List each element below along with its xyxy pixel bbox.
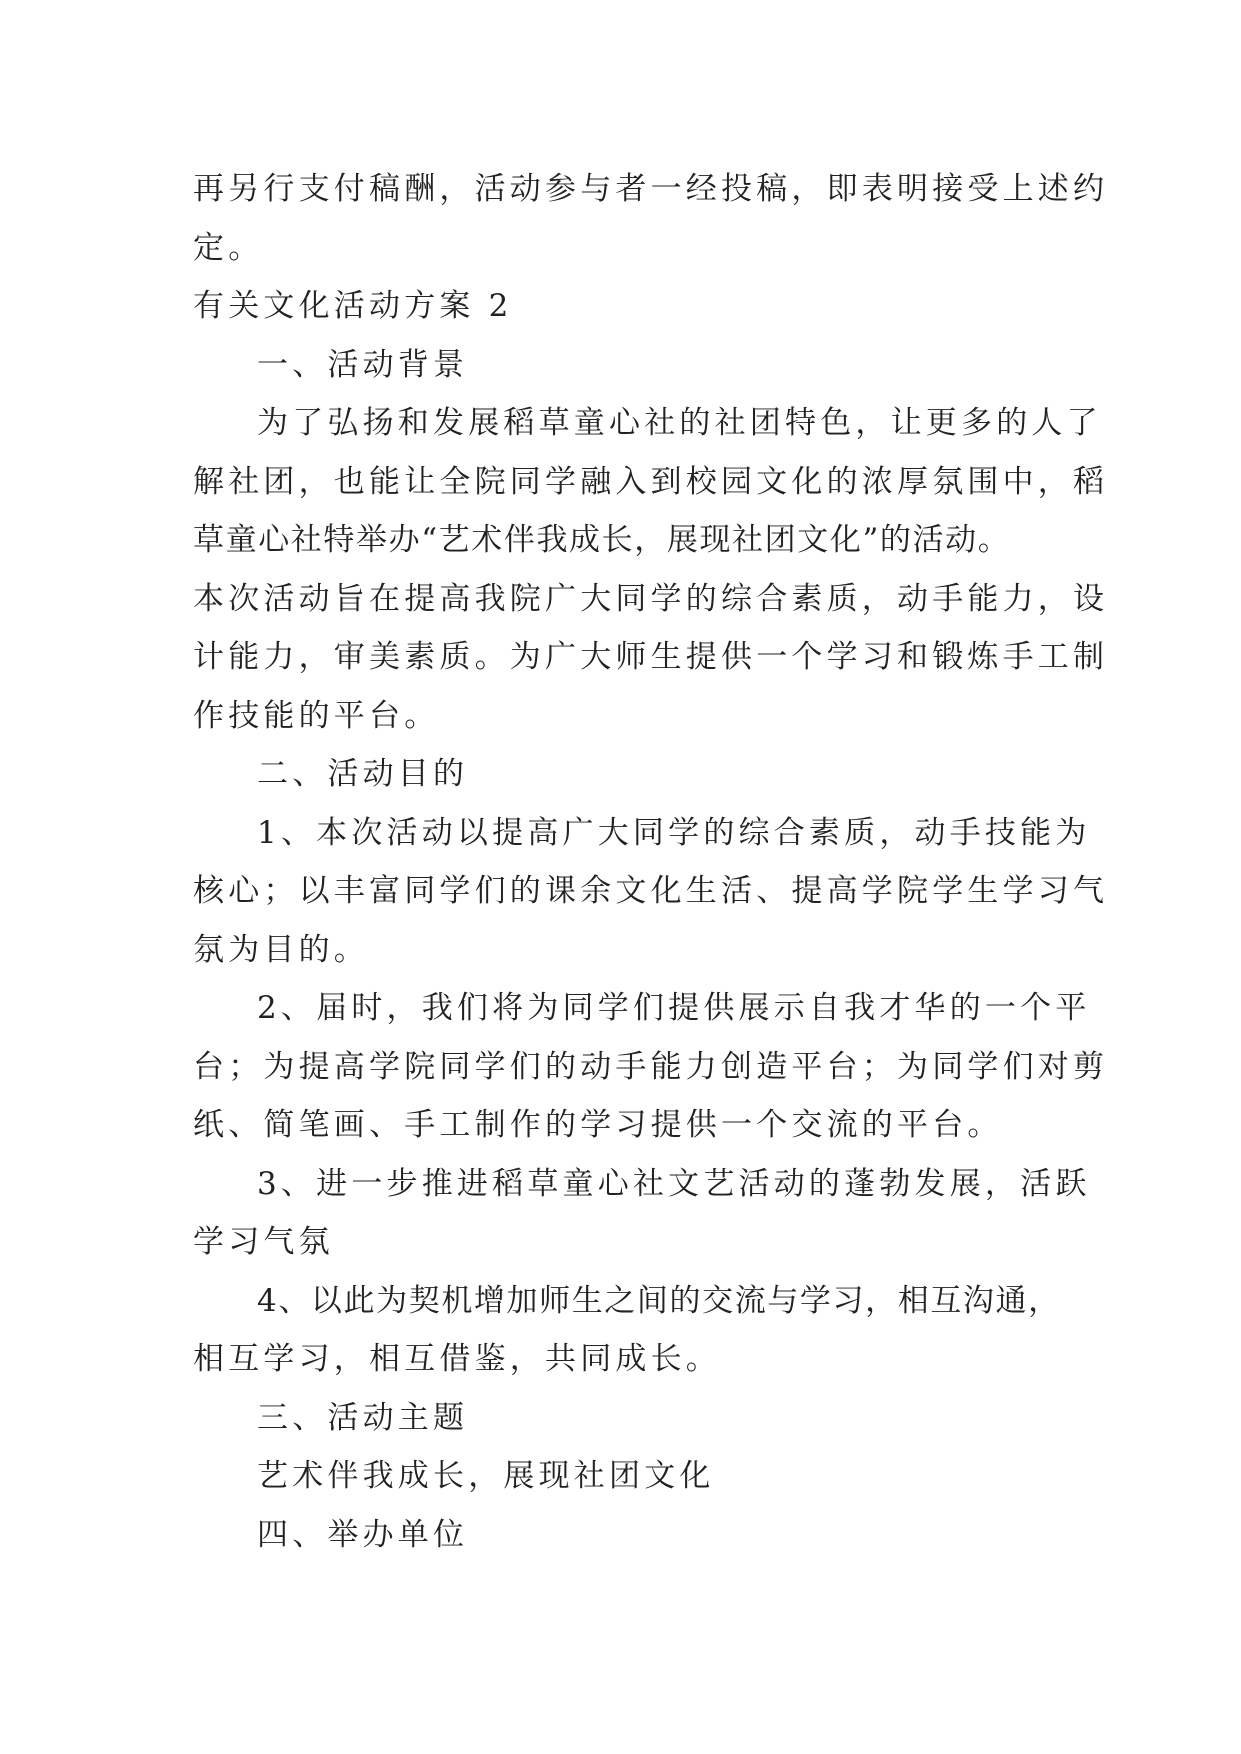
paragraph-line: 解社团，也能让全院同学融入到校园文化的浓厚氛围中，稻 [193, 463, 1109, 500]
heading-theme: 三、活动主题 [257, 1399, 469, 1436]
document-body [193, 160, 1109, 1564]
paragraph-line: 本次活动旨在提高我院广大同学的综合素质，动手能力，设 [193, 580, 1109, 617]
paragraph-line: 为了弘扬和发展稻草童心社的社团特色，让更多的人了 [257, 405, 1102, 441]
list-item-1: 1、本次活动以提高广大同学的综合素质，动手技能为 [257, 814, 1091, 851]
paragraph-line: 台；为提高学院同学们的动手能力创造平台；为同学们对剪 [193, 1048, 1109, 1085]
list-item-2: 2、届时，我们将为同学们提供展示自我才华的一个平 [257, 990, 1091, 1026]
paragraph-line: 纸、简笔画、手工制作的学习提供一个交流的平台。 [193, 1107, 1003, 1143]
paragraph-line: 定。 [193, 229, 264, 266]
paragraph-line: 再另行支付稿酬，活动参与者一经投稿，即表明接受上述约 [193, 171, 1109, 207]
heading-organizer: 四、举办单位 [257, 1516, 469, 1553]
paragraph-line: 计能力，审美素质。为广大师生提供一个学习和锻炼手工制 [193, 639, 1109, 675]
section-title: 有关文化活动方案 2 [193, 288, 513, 324]
paragraph-line: 草童心社特举办“艺术伴我成长，展现社团文化”的活动。 [193, 522, 1011, 558]
paragraph-line: 作技能的平台。 [193, 697, 440, 734]
paragraph-line: 学习气氛 [193, 1224, 334, 1260]
heading-background: 一、活动背景 [257, 346, 469, 383]
list-item-3: 3、进一步推进稻草童心社文艺活动的蓬勃发展，活跃 [257, 1165, 1091, 1202]
list-item-4: 4、以此为契机增加师生之间的交流与学习，相互沟通， [257, 1282, 1061, 1319]
heading-purpose: 二、活动目的 [257, 756, 469, 792]
theme-text: 艺术伴我成长，展现社团文化 [257, 1458, 715, 1494]
paragraph-line: 核心；以丰富同学们的课余文化生活、提高学院学生学习气 [193, 873, 1109, 909]
paragraph-line: 相互学习，相互借鉴，共同成长。 [193, 1341, 721, 1377]
paragraph-line: 氛为目的。 [193, 931, 369, 968]
